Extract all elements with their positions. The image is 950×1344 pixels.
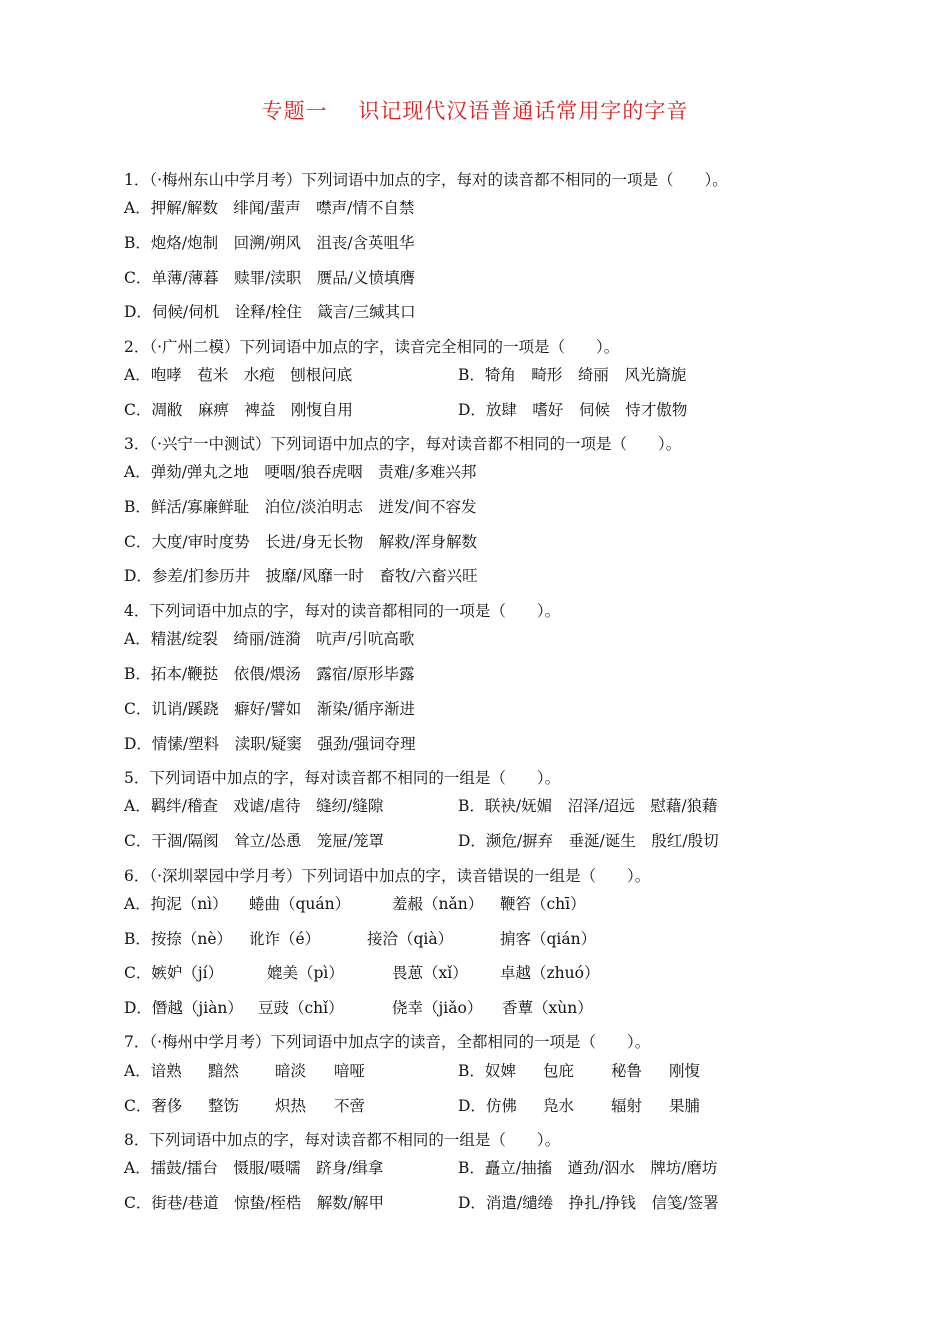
- question-7-option-b: [458, 1061, 700, 1081]
- option-item: C．奢侈: [124, 1097, 183, 1115]
- question-2-option-d: D．放肆 嗜好 伺候 恃才傲物: [458, 401, 688, 419]
- option-item: 讹诈（é）: [249, 930, 321, 948]
- option-item: A．谙熟: [124, 1062, 182, 1080]
- question-3-option-c: C．大度/审时度势 长进/身无长物 解救/浑身解数: [124, 533, 478, 551]
- option-item: 暗淡: [275, 1062, 307, 1080]
- question-8-option-c: C．街巷/巷道 惊蛰/桎梏 解数/解甲: [124, 1194, 385, 1212]
- question-1-stem: 1．（·梅州东山中学月考）下列词语中加点的字，每对的读音都不相同的一项是（ ）。: [124, 171, 728, 189]
- option-item: 秘鲁: [611, 1062, 643, 1080]
- option-item: 果脯: [669, 1097, 701, 1115]
- question-8-option-a: A．擂鼓/擂台 慑服/嗫嚅 跻身/缉拿: [124, 1159, 384, 1177]
- question-5-option-d: D．濒危/摒弃 垂涎/诞生 殷红/殷切: [458, 832, 719, 850]
- question-7-option-c: [124, 1096, 365, 1116]
- question-1-option-b: B．炮烙/炮制 回溯/朔风 沮丧/含英咀华: [124, 234, 415, 252]
- question-8-option-b: B．矗立/抽搐 遒劲/泅水 牌坊/磨坊: [458, 1159, 718, 1177]
- question-5-option-c: C．干涸/隔阂 耸立/怂恿 笼屉/笼罩: [124, 832, 385, 850]
- question-8-stem: 8．下列词语中加点的字，每对读音都不相同的一组是（ ）。: [124, 1131, 561, 1149]
- question-5-option-a: A．羁绊/稽查 戏谑/虐待 缝纫/缝隙: [124, 797, 384, 815]
- option-item: 喑哑: [334, 1062, 366, 1080]
- option-item: 黯然: [208, 1062, 240, 1080]
- option-item: 豆豉（chǐ）: [258, 999, 344, 1017]
- question-4-option-c: C．讥诮/蹊跷 癖好/譬如 渐染/循序渐进: [124, 700, 416, 718]
- question-2-option-b: B．犄角 畸形 绮丽 风光旖旎: [458, 366, 687, 384]
- option-item: 包庇: [543, 1062, 575, 1080]
- question-1-option-d: D．伺候/伺机 诠释/栓住 箴言/三缄其口: [124, 303, 416, 321]
- question-3-stem: 3．（·兴宁一中测试）下列词语中加点的字，每对读音都不相同的一项是（ ）。: [124, 435, 682, 453]
- option-item: 辐射: [611, 1097, 643, 1115]
- option-item: A．拘泥（nì）: [124, 895, 228, 913]
- question-3-option-d: D．参差/扪参历井 披靡/风靡一时 畜牧/六畜兴旺: [124, 567, 478, 585]
- option-item: B．奴婢: [458, 1062, 516, 1080]
- question-6-option-b: [124, 929, 596, 949]
- option-item: D．僭越（jiàn）: [124, 999, 243, 1017]
- option-item: C．嫉妒（jí）: [124, 964, 224, 982]
- question-6-option-d: [124, 998, 593, 1018]
- question-5-option-b: B．联袂/妩媚 沼泽/迢远 慰藉/狼藉: [458, 797, 718, 815]
- question-6-option-a: [124, 894, 586, 914]
- question-2-option-c: C．凋敝 麻痹 裨益 刚愎自用: [124, 401, 353, 419]
- question-7-option-d: [458, 1096, 700, 1116]
- option-item: 畏葸（xǐ）: [392, 964, 468, 982]
- option-item: 鞭笞（chī）: [500, 895, 586, 913]
- option-item: 香蕈（xùn）: [502, 999, 593, 1017]
- option-item: 接洽（qià）: [367, 930, 454, 948]
- question-5-stem: 5．下列词语中加点的字，每对读音都不相同的一组是（ ）。: [124, 769, 561, 787]
- option-item: 掮客（qián）: [500, 930, 597, 948]
- question-4-option-d: D．情愫/塑料 渎职/疑窦 强劲/强词夺理: [124, 735, 416, 753]
- option-item: 侥幸（jiǎo）: [392, 999, 483, 1017]
- question-1-option-a: A．押解/解数 绯闻/蜚声 噤声/情不自禁: [124, 199, 415, 217]
- option-item: D．仿佛: [458, 1097, 517, 1115]
- page-title: 专题一 识记现代汉语普通话常用字的字音: [261, 99, 689, 123]
- option-item: 卓越（zhuó）: [500, 964, 600, 982]
- question-4-option-a: A．精湛/绽裂 绮丽/涟漪 吭声/引吭高歌: [124, 630, 415, 648]
- question-8-option-d: D．消遣/缱绻 挣扎/挣钱 信笺/签署: [458, 1194, 719, 1212]
- question-1-option-c: C．单薄/薄暮 赎罪/渎职 赝品/义愤填膺: [124, 269, 416, 287]
- option-item: 整饬: [208, 1097, 240, 1115]
- question-6-option-c: [124, 963, 599, 983]
- question-3-option-b: B．鲜活/寡廉鲜耻 泊位/淡泊明志 迸发/间不容发: [124, 498, 477, 516]
- question-4-option-b: B．拓本/鞭挞 依偎/煨汤 露宿/原形毕露: [124, 665, 415, 683]
- option-item: 蜷曲（quán）: [249, 895, 351, 913]
- question-2-option-a: A．咆哮 苞米 水疱 刨根问底: [124, 366, 353, 384]
- option-item: 刚愎: [669, 1062, 701, 1080]
- question-6-stem: 6．（·深圳翠园中学月考）下列词语中加点的字，读音错误的一组是（ ）。: [124, 867, 651, 885]
- question-2-stem: 2．（·广州二模）下列词语中加点的字，读音完全相同的一项是（ ）。: [124, 338, 620, 356]
- option-item: B．按捺（nè）: [124, 930, 233, 948]
- option-item: 凫水: [543, 1097, 575, 1115]
- question-7-stem: 7．（·梅州中学月考）下列词语中加点字的读音，全都相同的一项是（ ）。: [124, 1033, 651, 1051]
- question-4-stem: 4．下列词语中加点的字，每对的读音都相同的一项是（ ）。: [124, 602, 561, 620]
- question-7-option-a: [124, 1061, 365, 1081]
- option-item: 媲美（pì）: [267, 964, 344, 982]
- option-item: 炽热: [275, 1097, 307, 1115]
- option-item: 羞赧（nǎn）: [392, 895, 484, 913]
- question-3-option-a: A．弹劾/弹丸之地 哽咽/狼吞虎咽 责难/多难兴邦: [124, 463, 477, 481]
- option-item: 不啻: [334, 1097, 366, 1115]
